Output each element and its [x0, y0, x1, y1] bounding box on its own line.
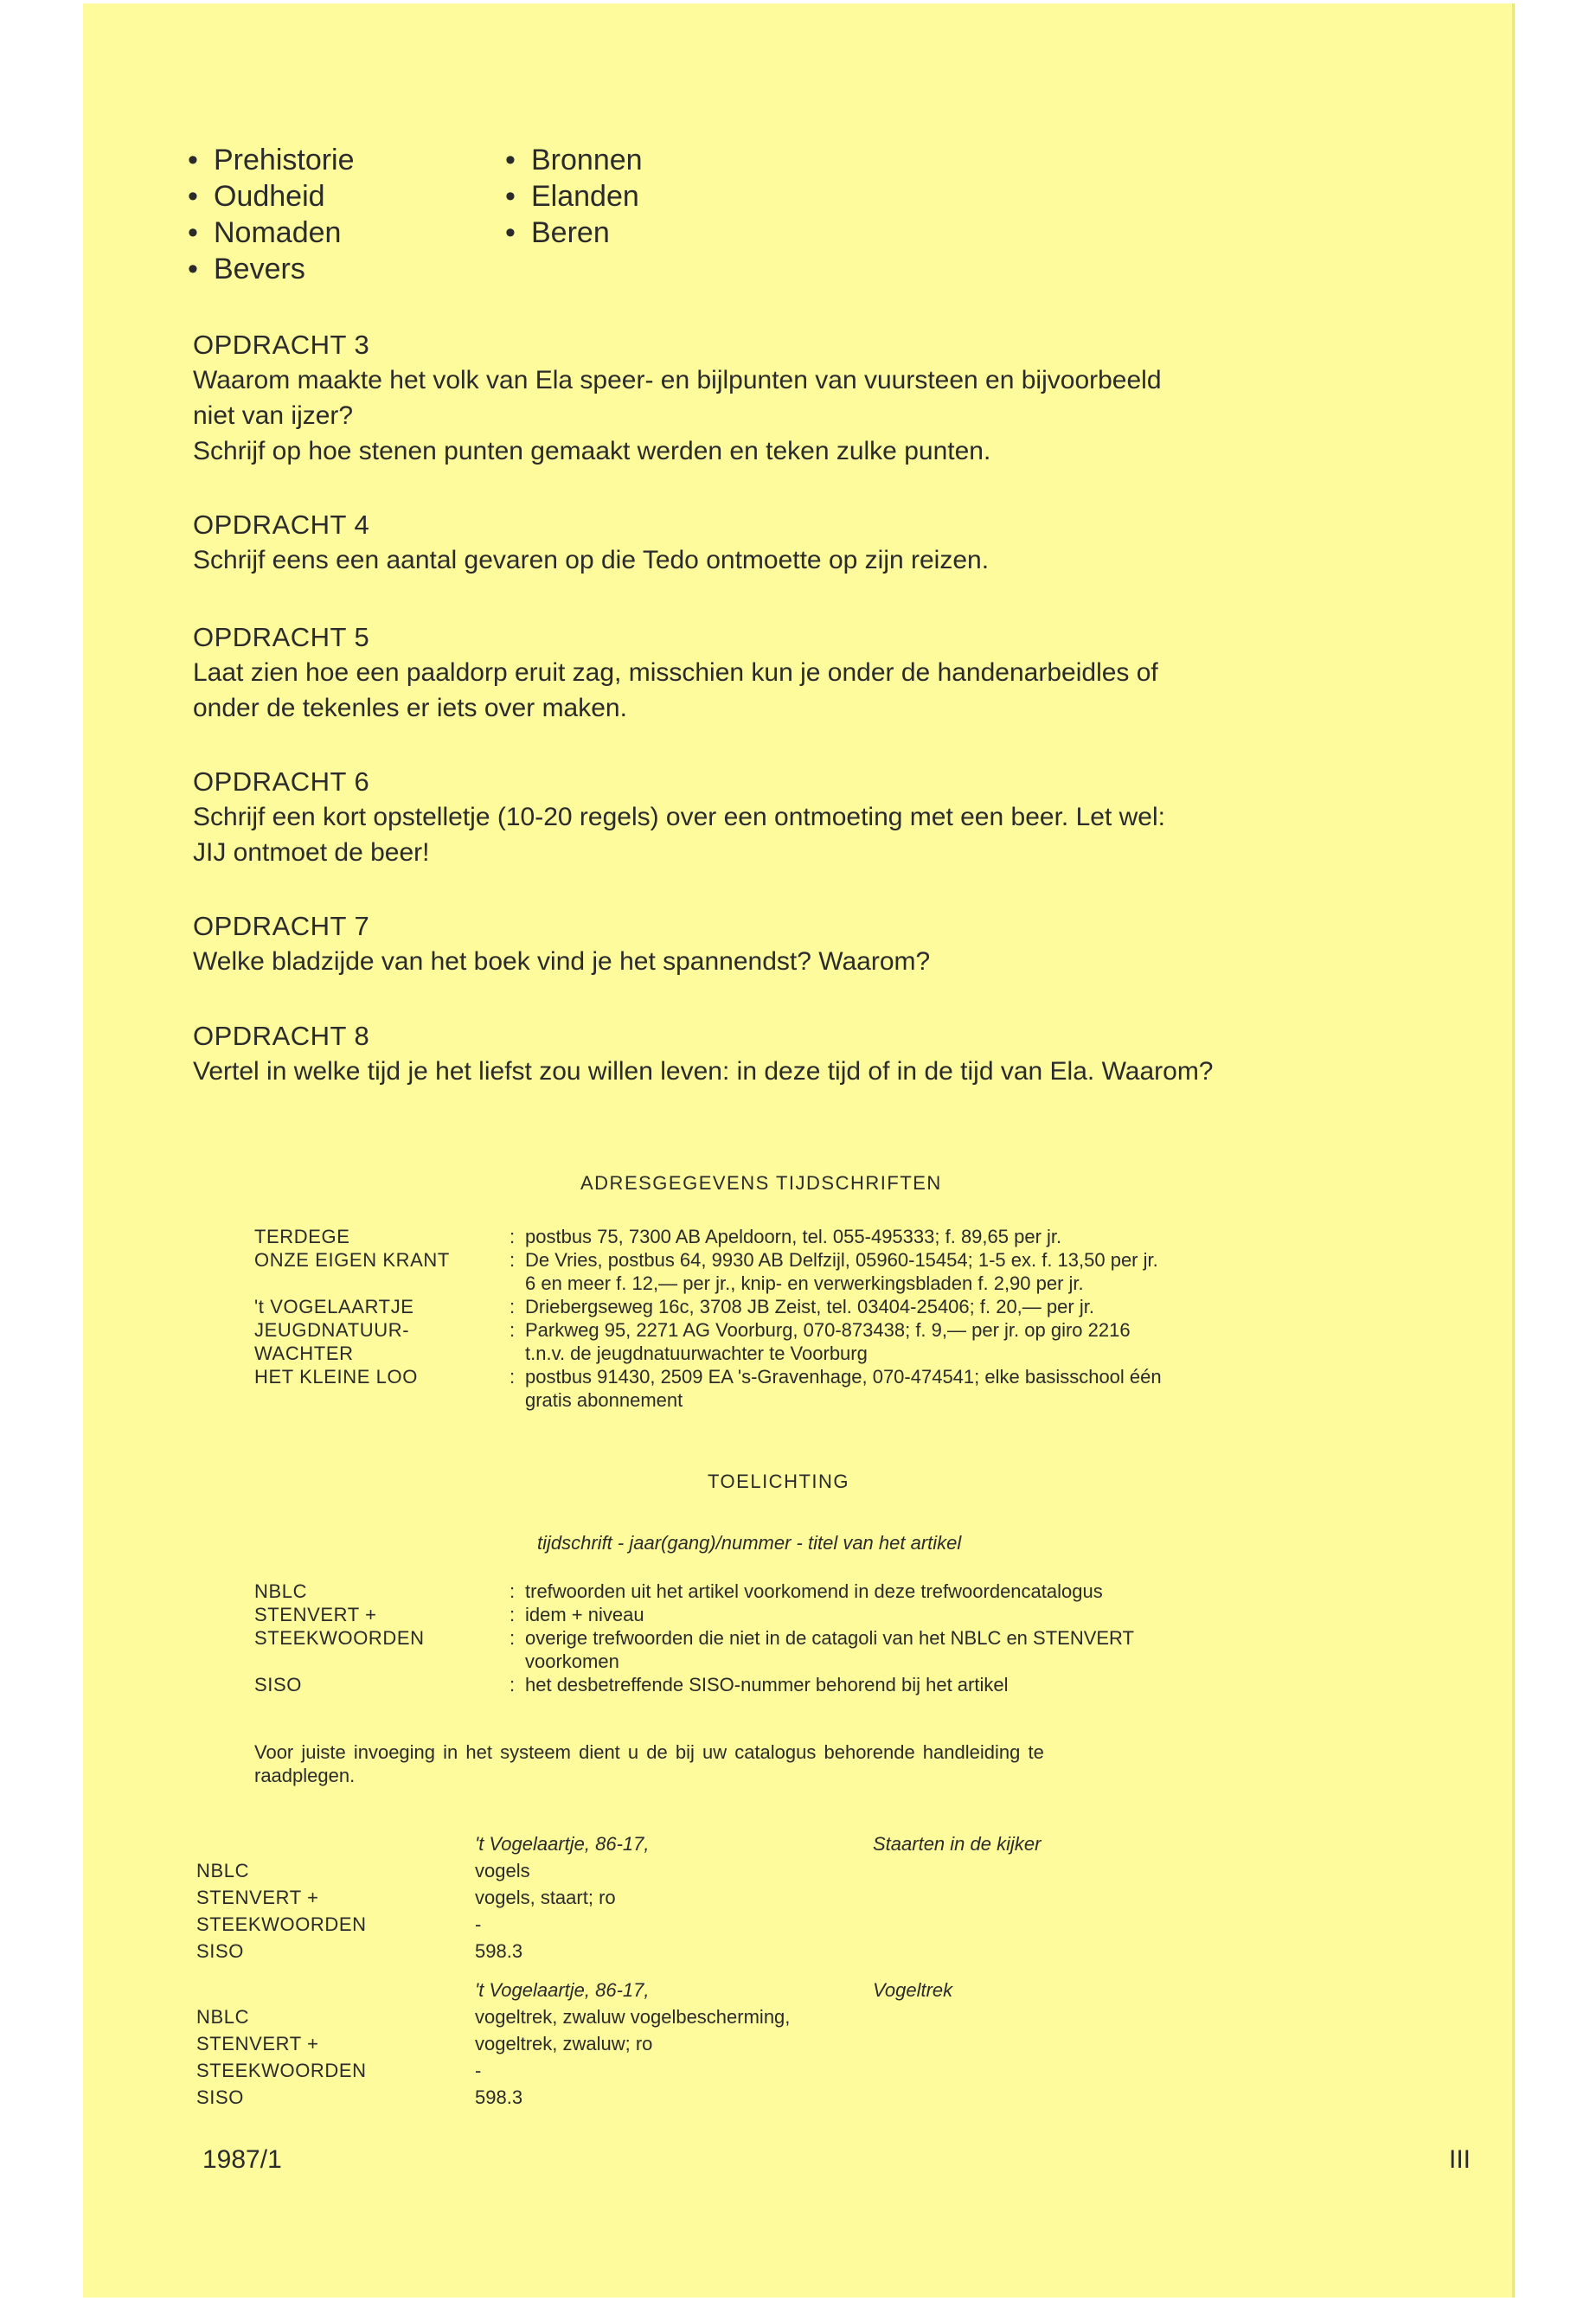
explanation-row — [254, 1673, 1465, 1696]
assignment-line: Laat zien hoe een paaldorp eruit zag, misschien kun je onder de handenarbeidles of — [193, 658, 1158, 687]
row-sep: : — [509, 1296, 516, 1317]
row-sep: : — [509, 1674, 516, 1695]
row-sep: : — [509, 1627, 516, 1649]
label-stenvert: STENVERT + — [196, 1887, 319, 1908]
row-text: voorkomen — [525, 1650, 619, 1672]
row-label: 't VOGELAARTJE — [254, 1296, 414, 1317]
label-siso: SISO — [196, 2086, 244, 2108]
label-nblc: NBLC — [196, 1860, 250, 1881]
address-row — [254, 1342, 1465, 1365]
address-row — [254, 1388, 1465, 1412]
assignment-line: Vertel in welke tijd je het liefst zou willen leven: in deze tijd of in de tijd van Ela. Waarom? — [193, 1057, 1214, 1086]
entry-title: Vogeltrek — [873, 1979, 953, 2001]
address-row — [254, 1225, 1465, 1248]
label-stenvert: STENVERT + — [196, 2033, 319, 2054]
row-sep: : — [509, 1580, 516, 1602]
topic-item: • Bronnen — [505, 142, 643, 178]
entry-nblc: vogels — [475, 1860, 530, 1881]
note-line: raadplegen. — [254, 1765, 356, 1786]
row-sep — [499, 1650, 525, 1673]
entry-siso: 598.3 — [475, 2086, 523, 2108]
entry-steekwoorden: - — [475, 1913, 482, 1935]
label-siso: SISO — [196, 1940, 244, 1962]
row-label: TERDEGE — [254, 1226, 350, 1247]
assignment-heading: OPDRACHT 3 — [193, 330, 370, 360]
row-text: Parkweg 95, 2271 AG Voorburg, 070-873438; f. 9,— per jr. op giro 2216 — [525, 1319, 1131, 1341]
assignment-7 — [193, 908, 1490, 979]
row-sep: : — [509, 1226, 516, 1247]
issue-number: 1987/1 — [202, 2145, 282, 2174]
address-table — [254, 1225, 1465, 1412]
entry-stenvert: vogels, staart; ro — [475, 1887, 616, 1908]
row-label: NBLC — [254, 1580, 308, 1602]
row-text: 6 en meer f. 12,— per jr., knip- en verwerkingsbladen f. 2,90 per jr. — [525, 1272, 1084, 1294]
entry-nblc: vogeltrek, zwaluw vogelbescherming, — [475, 2006, 791, 2028]
assignment-line: niet van ijzer? — [193, 401, 354, 430]
label-nblc: NBLC — [196, 2006, 250, 2028]
row-text: Driebergseweg 16c, 3708 JB Zeist, tel. 03404-25406; f. 20,— per jr. — [525, 1296, 1094, 1317]
row-text: t.n.v. de jeugdnatuurwachter te Voorburg — [525, 1343, 868, 1364]
assignment-4 — [193, 507, 1490, 578]
topic-item: • Bevers — [188, 251, 355, 287]
page-number: III — [1449, 2145, 1471, 2174]
assignment-line: onder de tekenles er iets over maken. — [193, 694, 627, 722]
address-row — [254, 1295, 1465, 1318]
entry-stenvert: vogeltrek, zwaluw; ro — [475, 2033, 653, 2054]
row-sep: : — [509, 1319, 516, 1341]
page-edge — [1512, 3, 1515, 2298]
topic-list-right — [505, 142, 643, 251]
address-row — [254, 1272, 1465, 1295]
explanation-title: TOELICHTING — [708, 1471, 850, 1492]
entry-source: 't Vogelaartje, 86-17, — [475, 1833, 650, 1855]
entry-siso: 598.3 — [475, 1940, 523, 1962]
row-text: trefwoorden uit het artikel voorkomend in deze trefwoordencatalogus — [525, 1580, 1103, 1602]
row-label: WACHTER — [254, 1343, 354, 1364]
row-label — [254, 1272, 499, 1295]
assignment-line: Welke bladzijde van het boek vind je het spannendst? Waarom? — [193, 947, 931, 976]
assignment-line: Waarom maakte het volk van Ela speer- en bijlpunten van vuursteen en bijvoorbeeld — [193, 366, 1162, 394]
row-label — [254, 1650, 499, 1673]
explanation-row — [254, 1650, 1465, 1673]
row-label: STEEKWOORDEN — [254, 1627, 425, 1649]
row-label: HET KLEINE LOO — [254, 1366, 418, 1388]
topic-item: • Oudheid — [188, 178, 355, 215]
assignment-5 — [193, 619, 1490, 726]
row-label: ONZE EIGEN KRANT — [254, 1249, 450, 1271]
row-label — [254, 1388, 499, 1412]
assignment-heading: OPDRACHT 7 — [193, 911, 370, 941]
assignment-heading: OPDRACHT 8 — [193, 1021, 370, 1051]
row-text: postbus 75, 7300 AB Apeldoorn, tel. 055-495333; f. 89,65 per jr. — [525, 1226, 1062, 1247]
row-sep — [499, 1272, 525, 1295]
topic-item: • Nomaden — [188, 215, 355, 251]
row-sep — [499, 1388, 525, 1412]
explanation-row — [254, 1626, 1465, 1650]
catalog-entry — [196, 1832, 1061, 1966]
assignment-line: JIJ ontmoet de beer! — [193, 838, 430, 867]
row-text: postbus 91430, 2509 EA 's-Gravenhage, 070-474541; elke basisschool één — [525, 1366, 1162, 1388]
assignment-line: Schrijf eens een aantal gevaren op die Tedo ontmoette op zijn reizen. — [193, 546, 990, 574]
topic-list-left — [188, 142, 355, 287]
topic-item: • Beren — [505, 215, 643, 251]
explanation-format: tijdschrift - jaar(gang)/nummer - titel van het artikel — [537, 1532, 962, 1554]
explanation-table — [254, 1580, 1465, 1696]
row-sep — [499, 1342, 525, 1365]
row-label: JEUGDNATUUR- — [254, 1319, 410, 1341]
row-text: idem + niveau — [525, 1604, 644, 1625]
explanation-row — [254, 1580, 1465, 1603]
entry-steekwoorden: - — [475, 2060, 482, 2081]
assignment-heading: OPDRACHT 6 — [193, 766, 370, 797]
label-steekwoorden: STEEKWOORDEN — [196, 2060, 367, 2081]
assignment-6 — [193, 764, 1490, 870]
row-text: De Vries, postbus 64, 9930 AB Delfzijl, 05960-15454; 1-5 ex. f. 13,50 per jr. — [525, 1249, 1158, 1271]
address-row — [254, 1248, 1465, 1272]
catalog-entry — [196, 1978, 1061, 2112]
entry-source: 't Vogelaartje, 86-17, — [475, 1979, 650, 2001]
catalogue-page — [83, 3, 1515, 2298]
assignment-heading: OPDRACHT 5 — [193, 622, 370, 652]
assignment-heading: OPDRACHT 4 — [193, 510, 370, 540]
row-sep: : — [509, 1366, 516, 1388]
row-text: overige trefwoorden die niet in de catagoli van het NBLC en STENVERT — [525, 1627, 1134, 1649]
assignment-line: Schrijf een kort opstelletje (10-20 regels) over een ontmoeting met een beer. Let wel: — [193, 803, 1165, 831]
addresses-title: ADRESGEGEVENS TIJDSCHRIFTEN — [580, 1172, 942, 1194]
topic-item: • Elanden — [505, 178, 643, 215]
assignment-line: Schrijf op hoe stenen punten gemaakt werden en teken zulke punten. — [193, 437, 991, 465]
topic-item: • Prehistorie — [188, 142, 355, 178]
row-text: het desbetreffende SISO-nummer behorend bij het artikel — [525, 1674, 1009, 1695]
row-sep: : — [509, 1249, 516, 1271]
row-sep: : — [509, 1604, 516, 1625]
address-row — [254, 1318, 1465, 1342]
row-label: SISO — [254, 1674, 302, 1695]
explanation-row — [254, 1603, 1465, 1626]
label-steekwoorden: STEEKWOORDEN — [196, 1913, 367, 1935]
note-line: Voor juiste invoeging in het systeem dient u de bij uw catalogus behorende handleiding te — [254, 1741, 1044, 1763]
address-row — [254, 1365, 1465, 1388]
assignment-3 — [193, 327, 1490, 469]
explanation-note — [254, 1740, 1422, 1787]
row-label: STENVERT + — [254, 1604, 377, 1625]
row-text: gratis abonnement — [525, 1389, 683, 1411]
assignment-8 — [193, 1018, 1490, 1089]
entry-title: Staarten in de kijker — [873, 1833, 1042, 1855]
